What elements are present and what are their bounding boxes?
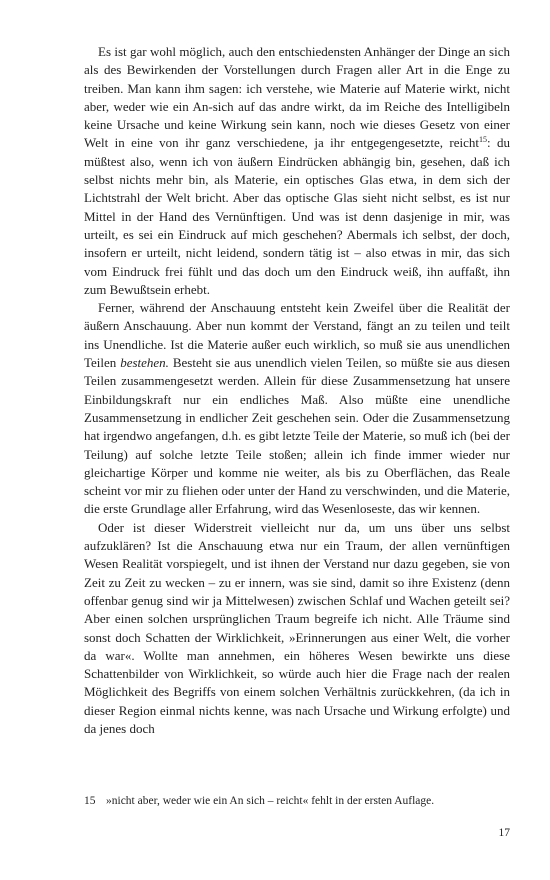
page-number: 17 [498,827,510,839]
main-text [84,43,510,738]
emphasis-text: bestehen. [120,355,169,371]
paragraph-1-continuation: : du müßtest also, wenn ich von äußern Eindrücken abhängig bin, gesehen, daß ich selbst nichts mehr bin, als Materie, ein optisches Glas etwa, in dem sich der Lichtstrahl der Welt bricht. Aber das optische Glas sieht nicht selbst, es ist nur Mittel in der Hand des Vernünftigen. Und was ist denn dasjenige in mir, was urteilt, es sei ein Eindruck auf mich geschehen? Abermals ich selbst, der doch, insofern er urteilt, nicht leidend, sondern tätig ist – also etwas in mir, das sich vom Eindruck frei fühlt und das doch um den Eindruck weiß, ihn auffaßt, ihn zum Bewußtsein erhebt. [84,135,510,297]
paragraph-2 [84,299,510,519]
paragraph-2-text: Ferner, während der Anschauung entsteht kein Zweifel über die Realität der äußern Anschauung. Aber nun kommt der Verstand, fängt an zu teilen und teilt ins Unendliche. Ist die Materie außer euch wirklich, so muß sie aus unendlichen Teilen [84,300,510,371]
footnote [84,794,514,808]
footnote-text: »nicht aber, weder wie ein An sich – reicht« fehlt in der ersten Auflage. [106,795,435,807]
paragraph-1-text: Es ist gar wohl möglich, auch den entschiedensten Anhänger der Dinge an sich als des Bewirkenden der Vorstellungen durch Fragen aller Art in die Enge zu treiben. Man kann ihm sagen: ich verstehe, wie Materie auf Materie wirkt, nicht aber, weder wie ein An-sich auf das andre wirkt, da im Reiche des Intelligibeln keine Ursache und keine Wirkung sein kann, noch wie dieses Gesetz von einer Welt in eine von ihr ganz verschiedene, ja ihr entgegengesetzte, reicht [84,44,510,151]
footnote-reference: 15 [478,135,487,145]
paragraph-2-continuation: Besteht sie aus unendlich vielen Teilen, so müßte sie aus diesen Teilen zusammengesetzt werden. Allein für diese Zusammensetzung hat unsere Einbildungskraft nur ein endliches Maß. Also müßte eine unendliche Zusammensetzung in endlicher Zeit geschehen sein. Oder die Zusammensetzung hat irgendwo angefangen, d.h. es gibt letzte Teile der Materie, so muß ich (bei der Teilung) auf solche letzte Teile stoßen; allein ich finde immer wieder nur gleichartige Körper und komme nie weiter, als bis zu Oberflächen, das Reale scheint vor mir zu fliehen oder unter der Hand zu verschwinden, und die Materie, die erste Grundlage aller Erfahrung, wird das Wesenloseste, das wir kennen. [84,355,511,517]
paragraph-1 [84,43,510,299]
footnote-number: 15 [84,795,96,807]
paragraph-3: Oder ist dieser Widerstreit vielleicht nur da, um uns über uns selbst aufzuklären? Ist die Anschauung etwa nur ein Traum, der allen vernünftigen Wesen Realität vorspiegelt, und ist ihnen der Verstand nur dazu gegeben, sie von Zeit zu Zeit zu wecken – zu er innern, was sie sind, damit so ihre Existenz (denn offenbar genug sind wir ja Mittelwesen) zwischen Schlaf und Wachen geteilt sei? Aber einen solchen ursprünglichen Traum begreife ich nicht. Alle Träume sind sonst doch Schatten der Wirklichkeit, »Erinnerungen aus einer Welt, die vorher da war«. Wollte man annehmen, ein höheres Wesen bewirkte uns diese Schattenbilder von Wirklichkeit, so würde auch hier die Frage nach der realen Möglichkeit des Begriffs von einem solchen Verhältnis zurückkehren, (da ich in dieser Region einmal nichts kenne, was nach Ursache und Wirkung erfolgte) und da jenes doch [84,519,510,736]
